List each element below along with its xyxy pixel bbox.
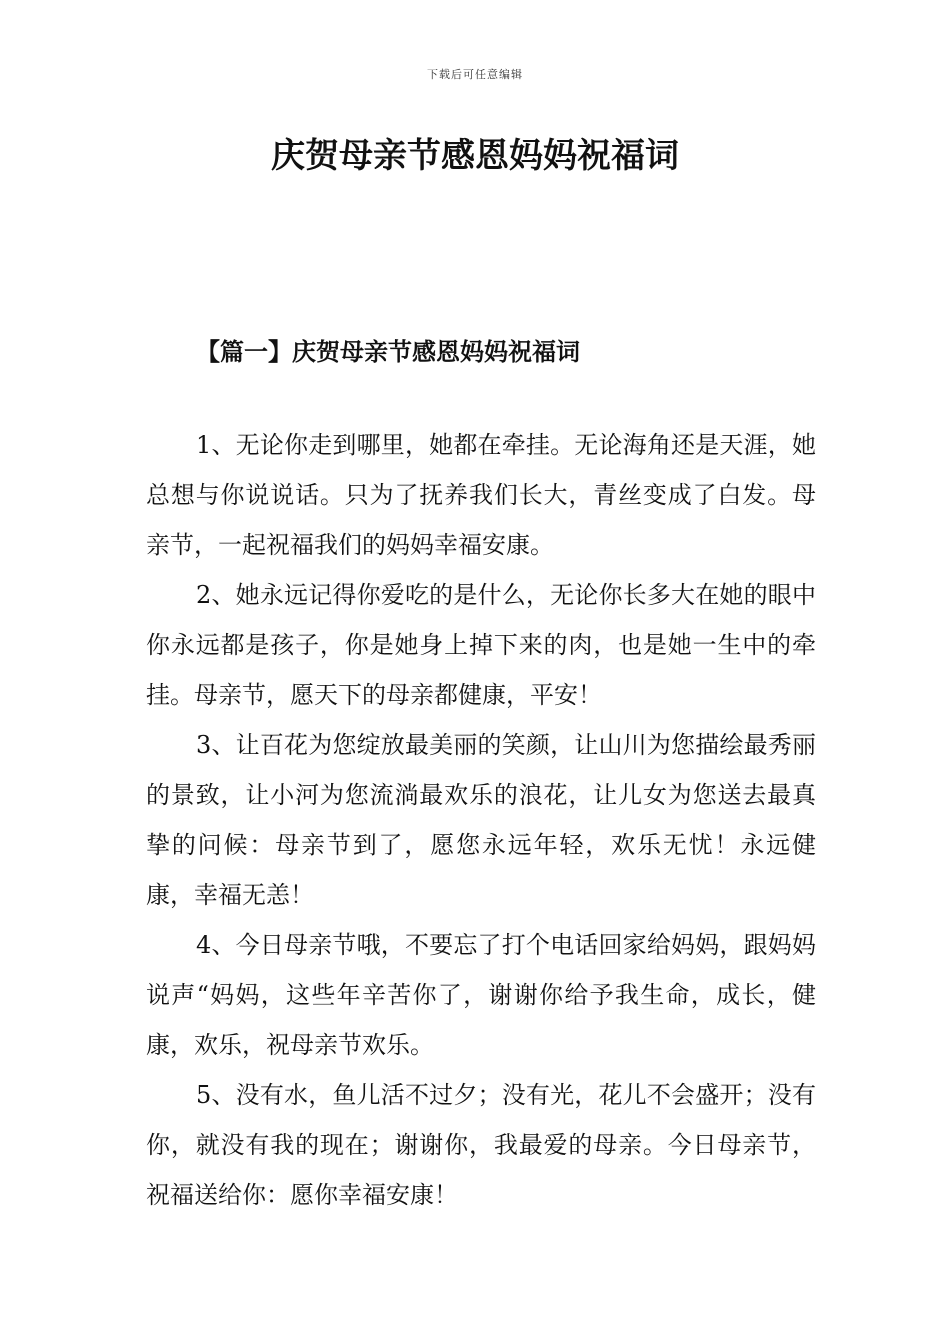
page-title: 庆贺母亲节感恩妈妈祝福词 [271, 136, 679, 176]
paragraph: 4、今日母亲节哦，不要忘了打个电话回家给妈妈，跟妈妈说声“妈妈，这些年辛苦你了，谢谢你给予我生命，成长，健康，欢乐，祝母亲节欢乐。 [146, 931, 816, 1059]
section-heading: 【篇一】庆贺母亲节感恩妈妈祝福词 [196, 337, 580, 366]
document-body [146, 420, 816, 1220]
paragraph: 5、没有水，鱼儿活不过夕；没有光，花儿不会盛开；没有你，就没有我的现在；谢谢你，我最爱的母亲。今日母亲节，祝福送给你：愿你幸福安康！ [146, 1081, 816, 1209]
paragraph: 1、无论你走到哪里，她都在牵挂。无论海角还是天涯，她总想与你说说话。只为了抚养我们长大，青丝变成了白发。母亲节，一起祝福我们的妈妈幸福安康。 [146, 431, 816, 559]
header-note: 下载后可任意编辑 [427, 68, 523, 81]
paragraph: 3、让百花为您绽放最美丽的笑颜，让山川为您描绘最秀丽的景致，让小河为您流淌最欢乐的浪花，让儿女为您送去最真挚的问候：母亲节到了，愿您永远年轻，欢乐无忧！永远健康，幸福无恙！ [146, 731, 816, 909]
paragraph: 2、她永远记得你爱吃的是什么，无论你长多大在她的眼中你永远都是孩子，你是她身上掉下来的肉，也是她一生中的牵挂。母亲节，愿天下的母亲都健康，平安！ [146, 581, 816, 709]
